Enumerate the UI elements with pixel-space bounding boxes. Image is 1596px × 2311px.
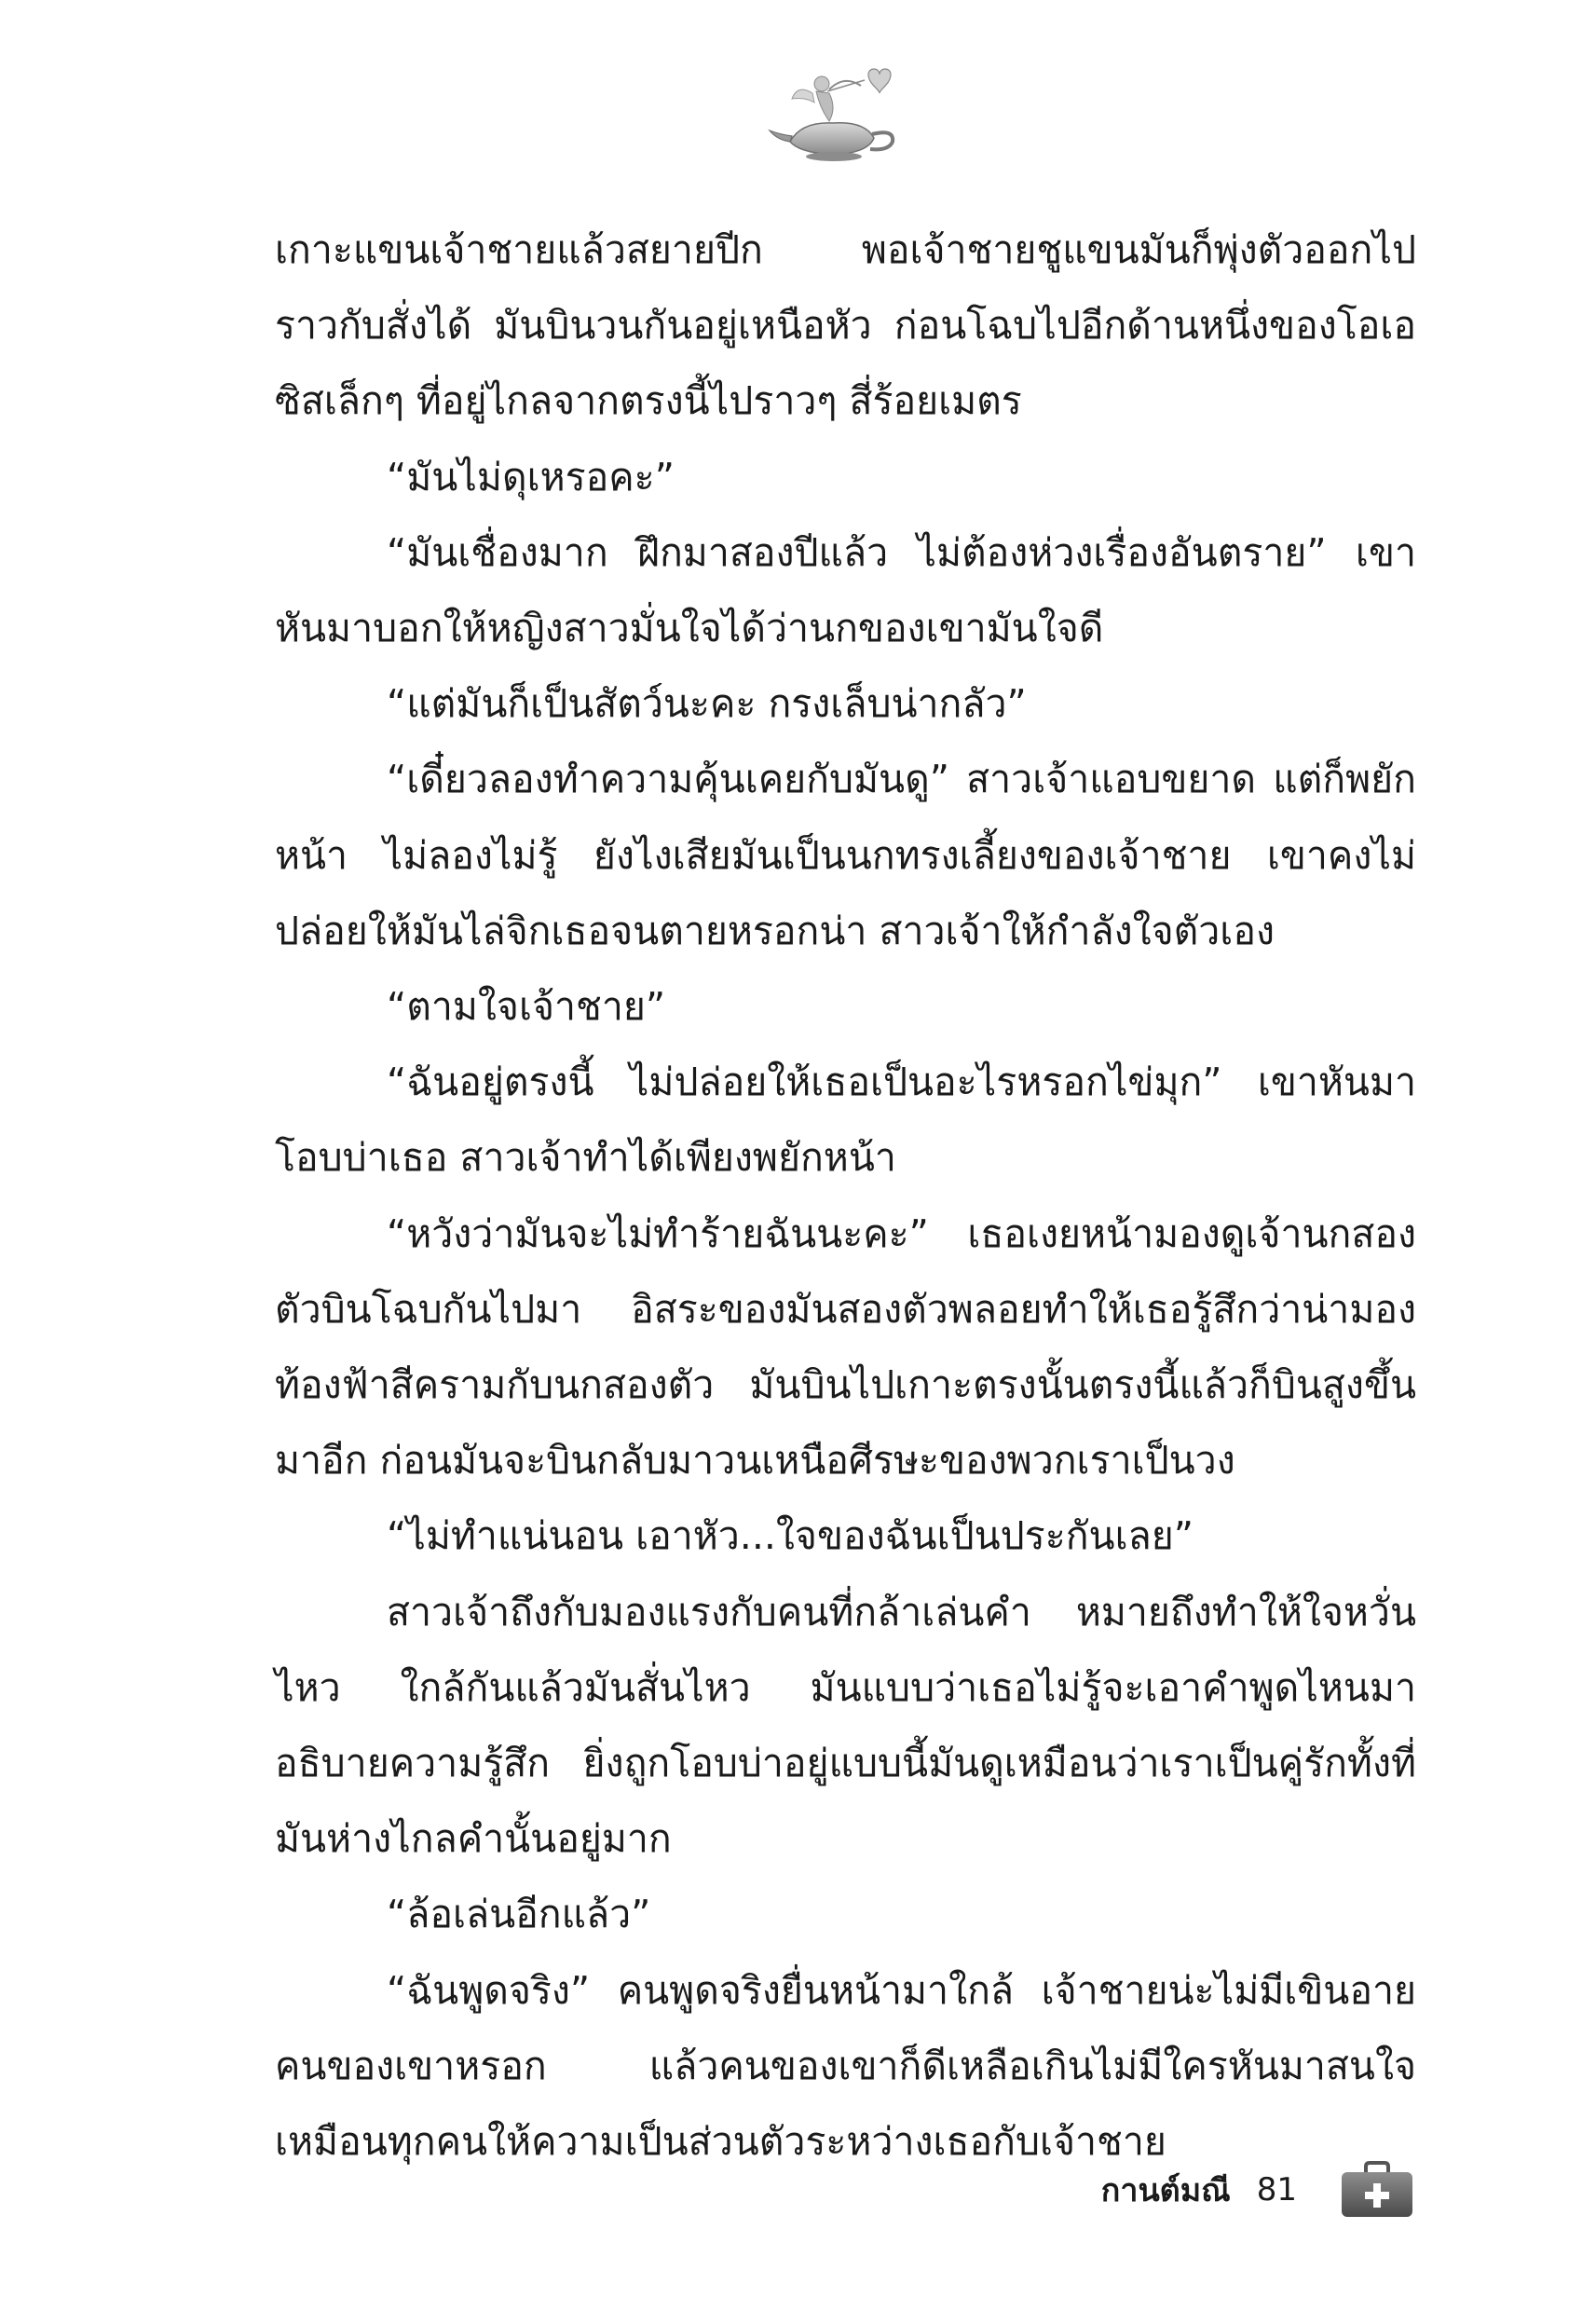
paragraph: “แต่มันก็เป็นสัตว์นะคะ กรงเล็บน่ากลัว” <box>387 681 1027 727</box>
paragraph: “ไม่ทำแน่นอน เอาหัว...ใจของฉันเป็นประกันเลย” <box>387 1513 1194 1559</box>
page-footer <box>1101 2153 1414 2227</box>
paragraph: “ล้อเล่นอีกแล้ว” <box>387 1892 651 1937</box>
paragraph: “มันเชื่องมาก ฝึกมาสองปีแล้ว ไม่ต้องห่วงเรื่องอันตราย” เขาหันมาบอกให้หญิงสาวมั่นใจได้ว่านกของเขามันใจดี <box>275 529 1416 651</box>
medical-bag-icon <box>1340 2161 1414 2219</box>
footer-book-title: กานต์มณี <box>1100 2172 1231 2209</box>
paragraph: “ตามใจเจ้าชาย” <box>387 984 666 1030</box>
paragraph: สาวเจ้าถึงกับมองแรงกับคนที่กล้าเล่นคำ หมายถึงทำให้ใจหวั่นไหว ใกล้กันแล้วมันสั่นไหว มันแบบว่าเธอไม่รู้จะเอาคำพูดไหนมาอธิบายความรู้สึก ยิ่งถูกโอบบ่าอยู่แบบนี้มันดูเหมือนว่าเราเป็นคู่รักทั้งที่มันห่างไกลคำนั้นอยู่มาก <box>275 1589 1416 1862</box>
cupid-teapot-ornament-icon <box>764 56 904 168</box>
paragraph: “มันไม่ดุเหรอคะ” <box>387 454 675 499</box>
paragraph: “หวังว่ามันจะไม่ทำร้ายฉันนะคะ” เธอเงยหน้ามองดูเจ้านกสองตัวบินโฉบกันไปมา อิสระของมันสองตัวพลอยทำให้เธอรู้สึกว่าน่ามองท้องฟ้าสีครามกับนกสองตัว มันบินไปเกาะตรงนั้นตรงนี้แล้วก็บินสูงขึ้นมาอีก ก่อนมันจะบินกลับมาวนเหนือศีรษะของพวกเราเป็นวง <box>275 1210 1416 1484</box>
chapter-body-text <box>275 212 1416 2180</box>
paragraph: “เดี๋ยวลองทำความคุ้นเคยกับมันดู” สาวเจ้าแอบขยาด แต่ก็พยักหน้า ไม่ลองไม่รู้ ยังไงเสียมันเป็นนกทรงเลี้ยงของเจ้าชาย เขาคงไม่ปล่อยให้มันไล่จิกเธอจนตายหรอกน่า สาวเจ้าให้กำลังใจตัวเอง <box>275 757 1416 953</box>
paragraph: “ฉันพูดจริง” คนพูดจริงยื่นหน้ามาใกล้ เจ้าชายน่ะไม่มีเขินอายคนของเขาหรอก แล้วคนของเขาก็ดีเหลือเกินไม่มีใครหันมาสนใจเหมือนทุกคนให้ความเป็นส่วนตัวระหว่างเธอกับเจ้าชาย <box>275 1967 1416 2165</box>
paragraph: “ฉันอยู่ตรงนี้ ไม่ปล่อยให้เธอเป็นอะไรหรอกไข่มุก” เขาหันมาโอบบ่าเธอ สาวเจ้าทำได้เพียงพยักหน้า <box>275 1060 1416 1181</box>
paragraph: เกาะแขนเจ้าชายแล้วสยายปีก พอเจ้าชายชูแขนมันก็พุ่งตัวออกไป ราวกับสั่งได้ มันบินวนกันอยู่เหนือหัว ก่อนโฉบไปอีกด้านหนึ่งของโอเอซิสเล็กๆ ที่อยู่ไกลจากตรงนี้ไปราวๆ สี่ร้อยเมตร <box>275 227 1416 424</box>
page-number: 81 <box>1256 2171 1297 2208</box>
